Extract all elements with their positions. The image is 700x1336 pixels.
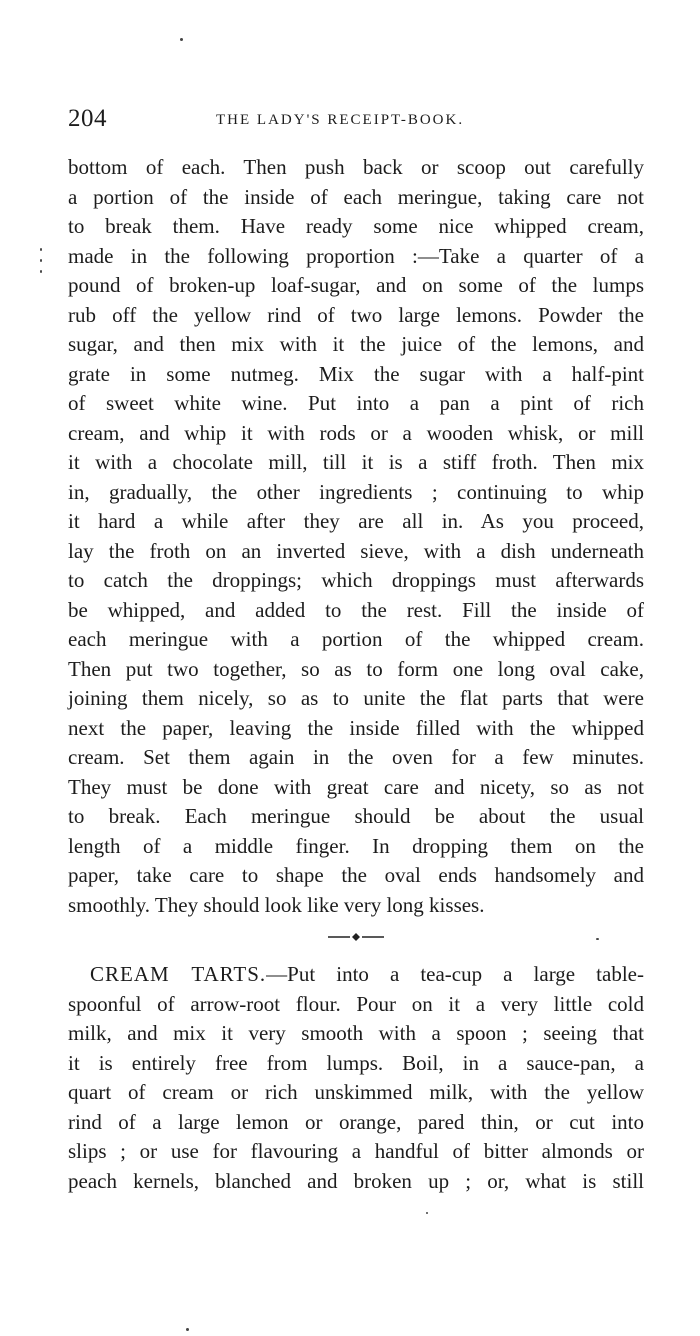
text-line: slips ; or use for flavouring a handful of bitter almonds or <box>68 1139 644 1163</box>
text-line: cream, and whip it with rods or a wooden whisk, or mill <box>68 420 644 445</box>
text-line: Then put two together, so as to form one long oval cake, <box>68 656 644 681</box>
text-line: spoonful of arrow-root flour. Pour on it a very little cold <box>68 991 644 1016</box>
text-line: made in the following proportion :—Take a quarter of a <box>68 243 644 268</box>
text-line: rub off the yellow rind of two large lemons. Powder the <box>68 302 644 327</box>
page-header <box>68 104 644 134</box>
text-line: a portion of the inside of each meringue, taking care not <box>68 184 644 209</box>
text-line: lay the froth on an inverted sieve, with a dish underneath <box>68 538 644 563</box>
text-line: smoothly. They should look like very long kisses. <box>68 892 485 917</box>
cream-tarts-lines <box>68 990 644 1197</box>
page-number: 204 <box>68 105 107 132</box>
text-line: to catch the droppings; which droppings must afterwards <box>68 568 644 592</box>
text-line: bottom of each. Then push back or scoop out carefully <box>68 155 644 179</box>
text-line: rind of a large lemon or orange, pared thin, or cut into <box>68 1109 644 1134</box>
cream-tarts-first-line-rest: —Put into a tea-cup a large table- <box>266 962 644 986</box>
cream-tarts-paragraph <box>68 960 644 1196</box>
ink-speck <box>186 1328 189 1331</box>
ink-speck <box>40 270 42 273</box>
text-line: quart of cream or rich unskimmed milk, with the yellow <box>68 1080 644 1104</box>
text-line: grate in some nutmeg. Mix the sugar with a half-pint <box>68 361 644 386</box>
cream-tarts-heading: CREAM TARTS. <box>90 962 267 986</box>
text-line: it hard a while after they are all in. As you proceed, <box>68 509 644 533</box>
text-line: cream. Set them again in the oven for a few minutes. <box>68 745 644 769</box>
running-head: THE LADY'S RECEIPT-BOOK. <box>216 112 465 128</box>
ink-speck <box>40 248 42 251</box>
text-line: pound of broken-up loaf-sugar, and on some of the lumps <box>68 273 644 297</box>
text-line: peach kernels, blanched and broken up ; or, what is still <box>68 1168 644 1193</box>
cream-tarts-first-line <box>68 960 644 990</box>
text-line: milk, and mix it very smooth with a spoon ; seeing that <box>68 1021 644 1045</box>
text-line: in, gradually, the other ingredients ; continuing to whip <box>68 479 644 504</box>
ink-speck <box>40 259 42 262</box>
text-line: next the paper, leaving the inside filled with the whipped <box>68 715 644 740</box>
meringue-paragraph <box>68 153 644 920</box>
text-line: length of a middle finger. In dropping them on the <box>68 833 644 858</box>
text-line: it with a chocolate mill, till it is a stiff froth. Then mix <box>68 450 644 474</box>
text-line: They must be done with great care and nicety, so as not <box>68 774 644 799</box>
text-line: each meringue with a portion of the whipped cream. <box>68 627 644 651</box>
text-line: paper, take care to shape the oval ends handsomely and <box>68 863 644 887</box>
text-line: to break. Each meringue should be about the usual <box>68 804 644 828</box>
text-line: of sweet white wine. Put into a pan a pint of rich <box>68 391 644 415</box>
text-line: it is entirely free from lumps. Boil, in a sauce-pan, a <box>68 1050 644 1075</box>
text-line: joining them nicely, so as to unite the flat parts that were <box>68 686 644 710</box>
text-line: to break them. Have ready some nice whipped cream, <box>68 214 644 238</box>
ink-speck <box>596 938 599 940</box>
text-line: sugar, and then mix with it the juice of the lemons, and <box>68 332 644 356</box>
ink-speck <box>180 38 183 41</box>
ink-speck <box>426 1212 428 1214</box>
section-divider-ornament <box>326 931 386 943</box>
text-line: be whipped, and added to the rest. Fill the inside of <box>68 597 644 622</box>
